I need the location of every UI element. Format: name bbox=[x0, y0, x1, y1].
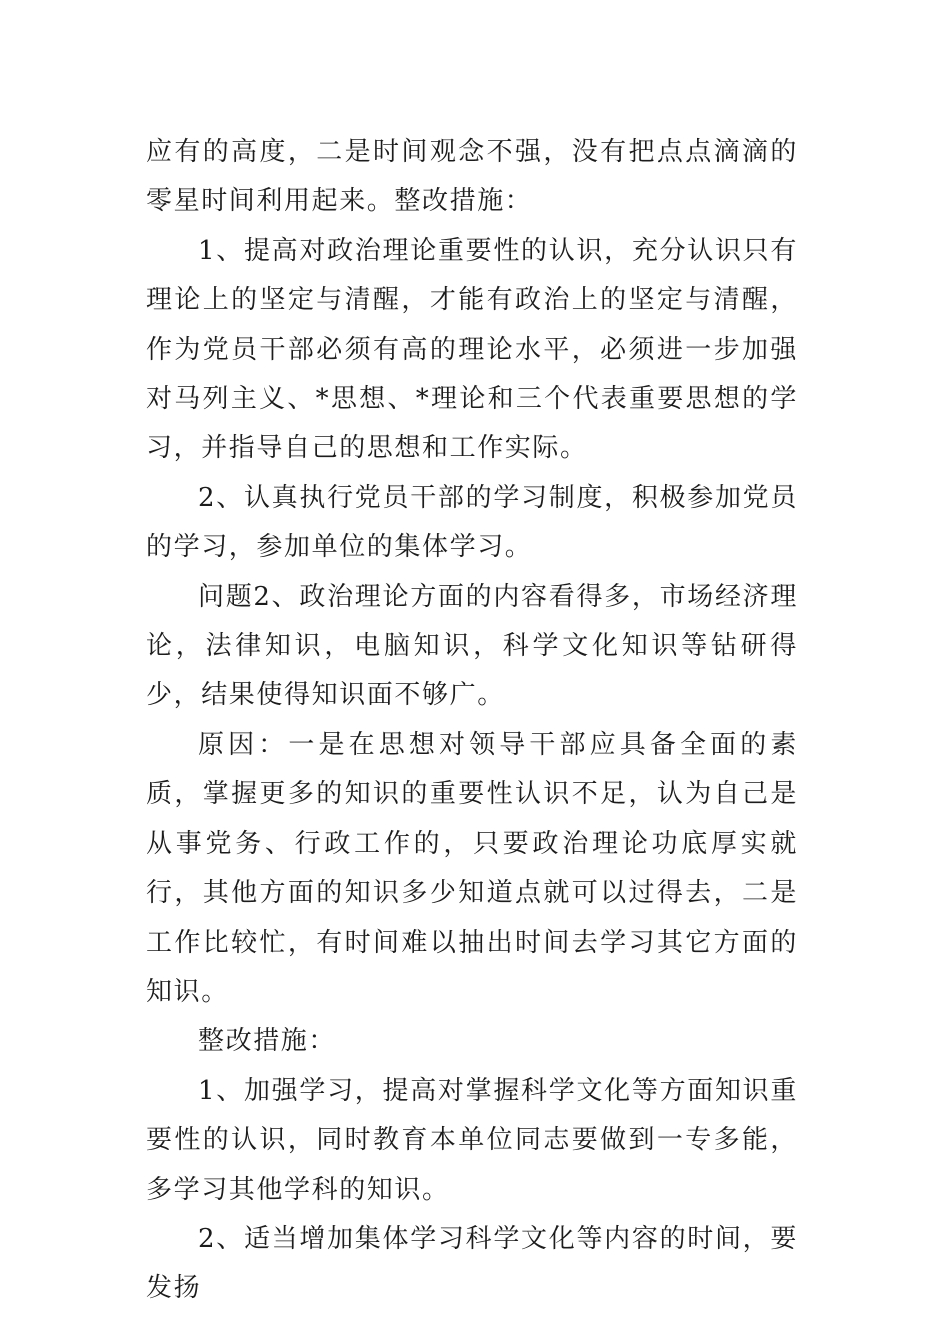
paragraph-measure-2b: 2、适当增加集体学习科学文化等内容的时间，要发扬 bbox=[146, 1223, 798, 1304]
paragraph-measure-1b: 1、加强学习，提高对掌握科学文化等方面知识重要性的认识，同时教育本单位同志要做到一专多能，多学习其他学科的知识。 bbox=[146, 1075, 798, 1205]
paragraph-measures-heading: 整改措施： bbox=[198, 1026, 337, 1057]
paragraph-cause: 原因：一是在思想对领导干部应具备全面的素质，掌握更多的知识的重要性认识不足，认为自己是从事党务、行政工作的，只要政治理论功底厚实就行，其他方面的知识多少知道点就可以过得去，二是工作比较忙，有时间难以抽出时间去学习其它方面的知识。 bbox=[146, 729, 798, 1007]
paragraph-measure-1: 1、提高对政治理论重要性的认识，充分认识只有理论上的坚定与清醒，才能有政治上的坚定与清醒，作为党员干部必须有高的理论水平，必须进一步加强对马列主义、*思想、*理论和三个代表重要思想的学习，并指导自己的思想和工作实际。 bbox=[146, 235, 798, 464]
paragraph-continuation: 应有的高度，二是时间观念不强，没有把点点滴滴的零星时间利用起来。整改措施： bbox=[146, 137, 798, 217]
paragraph-measure-2: 2、认真执行党员干部的学习制度，积极参加党员的学习，参加单位的集体学习。 bbox=[146, 482, 798, 563]
document-page bbox=[146, 128, 798, 1314]
paragraph-problem-2: 问题2、政治理论方面的内容看得多，市场经济理论，法律知识，电脑知识，科学文化知识等钻研得少，结果使得知识面不够广。 bbox=[146, 581, 798, 711]
